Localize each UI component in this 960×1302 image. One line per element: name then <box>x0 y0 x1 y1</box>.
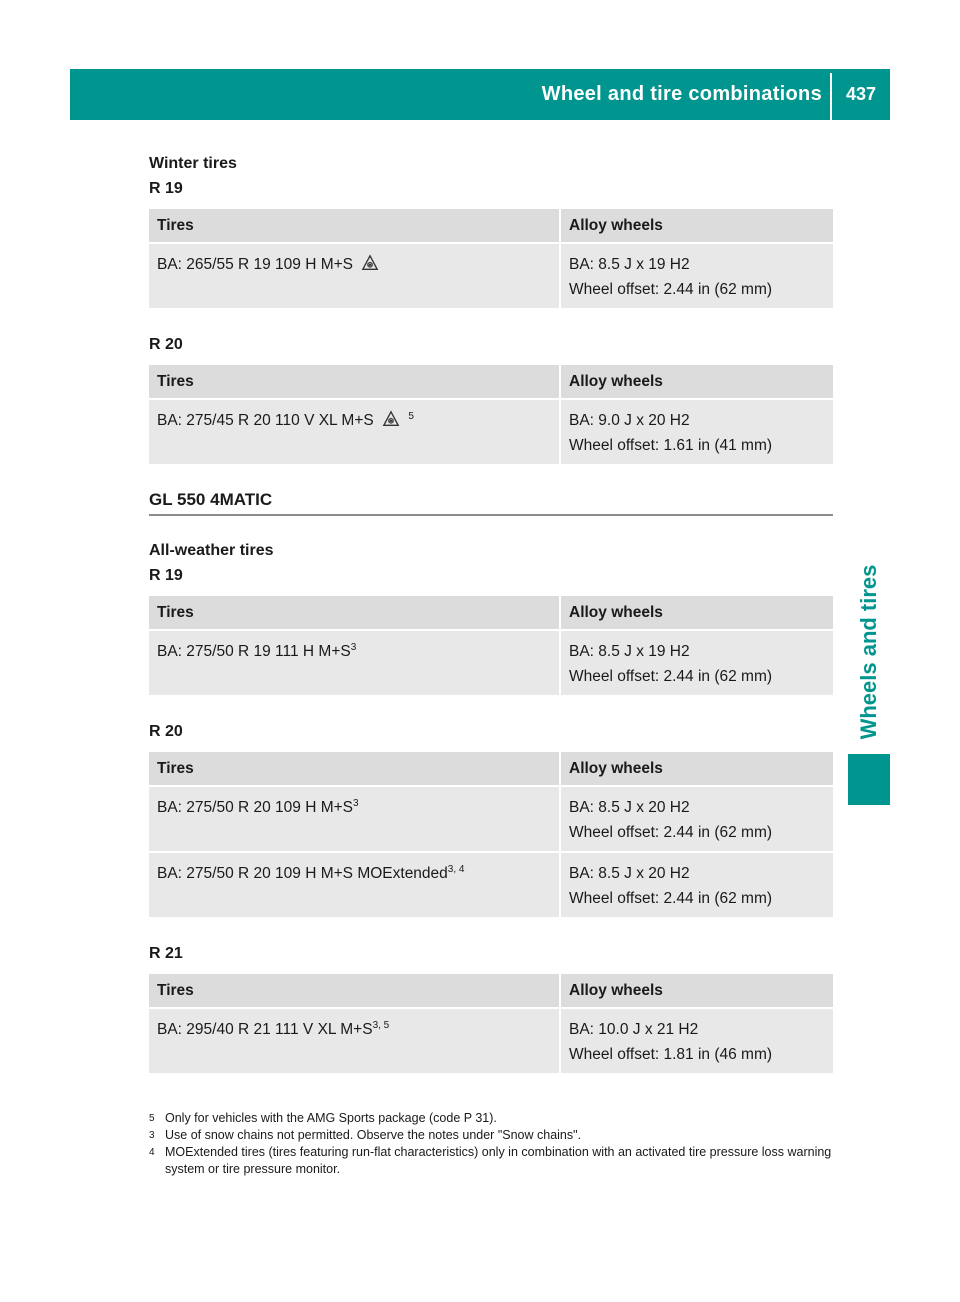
wheel-cell <box>560 1008 833 1074</box>
footnote-ref: 3, 4 <box>447 864 465 875</box>
tire-spec: BA: 275/45 R 20 110 V XL M+S <box>157 412 374 429</box>
table-row <box>149 786 833 852</box>
rim-size-label: R 19 <box>149 567 183 584</box>
side-tab <box>848 551 890 751</box>
column-header-wheels: Alloy wheels <box>560 974 833 1008</box>
wheel-spec: BA: 9.0 J x 20 H2 <box>569 412 690 429</box>
column-header-tires: Tires <box>149 752 560 786</box>
snowflake-mountain-icon <box>361 254 379 272</box>
footnote-number: 5 <box>149 1113 155 1124</box>
wheel-offset: Wheel offset: 2.44 in (62 mm) <box>569 281 773 298</box>
wheel-cell <box>560 243 833 309</box>
tire-spec: BA: 295/40 R 21 111 V XL M+S <box>157 1021 373 1038</box>
wheel-spec: BA: 10.0 J x 21 H2 <box>569 1021 699 1038</box>
footnote-ref: 5 <box>408 411 414 422</box>
tire-table <box>149 209 833 310</box>
wheel-offset: Wheel offset: 2.44 in (62 mm) <box>569 890 773 907</box>
wheel-spec: BA: 8.5 J x 20 H2 <box>569 865 690 882</box>
footnote <box>149 1110 839 1127</box>
wheel-cell <box>560 630 833 696</box>
model-section-title: GL 550 4MATIC <box>149 488 833 516</box>
page-header <box>70 69 890 120</box>
wheel-cell <box>560 399 833 465</box>
tire-table <box>149 974 833 1075</box>
footnote-text: Only for vehicles with the AMG Sports package (code P 31). <box>165 1111 497 1125</box>
rim-size-label: R 20 <box>149 336 183 353</box>
tire-spec: BA: 275/50 R 20 109 H M+S MOExtended <box>157 865 448 882</box>
page-content <box>149 151 833 1097</box>
table-header-row <box>149 365 833 399</box>
footnote-number: 3 <box>149 1130 155 1141</box>
wheel-cell <box>560 786 833 852</box>
wheel-offset: Wheel offset: 2.44 in (62 mm) <box>569 824 773 841</box>
table-row <box>149 852 833 918</box>
footnotes <box>149 1110 839 1178</box>
tire-cell <box>149 786 560 852</box>
footnote <box>149 1127 839 1144</box>
tire-cell <box>149 243 560 309</box>
tire-table <box>149 752 833 919</box>
header-title: Wheel and tire combinations <box>541 83 822 105</box>
wheel-cell <box>560 852 833 918</box>
rim-size-label: R 20 <box>149 723 183 740</box>
table-row <box>149 399 833 465</box>
column-header-wheels: Alloy wheels <box>560 209 833 243</box>
tire-spec: BA: 265/55 R 19 109 H M+S <box>157 256 354 273</box>
tire-cell <box>149 852 560 918</box>
tire-spec: BA: 275/50 R 20 109 H M+S <box>157 799 354 816</box>
wheel-offset: Wheel offset: 1.81 in (46 mm) <box>569 1046 773 1063</box>
tire-cell <box>149 630 560 696</box>
side-tab-marker <box>848 754 890 805</box>
footnote-text: MOExtended tires (tires featuring run-flat characteristics) only in combination with an activated tire pressure loss warning system or tire pressure monitor. <box>165 1145 832 1176</box>
tire-cell <box>149 1008 560 1074</box>
column-header-tires: Tires <box>149 365 560 399</box>
footnote-ref: 3 <box>350 642 357 653</box>
footnote-text: Use of snow chains not permitted. Observe the notes under "Snow chains". <box>165 1128 582 1142</box>
side-tab-label: Wheels and tires <box>856 564 881 740</box>
column-header-tires: Tires <box>149 209 560 243</box>
tire-cell <box>149 399 560 465</box>
wheel-spec: BA: 8.5 J x 19 H2 <box>569 643 690 660</box>
table-header-row <box>149 974 833 1008</box>
rim-size-label: R 21 <box>149 945 183 962</box>
wheel-offset: Wheel offset: 2.44 in (62 mm) <box>569 668 773 685</box>
table-row <box>149 630 833 696</box>
winter-tires-heading: Winter tires <box>149 155 237 172</box>
table-header-row <box>149 752 833 786</box>
table-row <box>149 243 833 309</box>
tire-table <box>149 596 833 697</box>
rim-size-label: R 19 <box>149 180 183 197</box>
tire-table <box>149 365 833 466</box>
table-header-row <box>149 209 833 243</box>
table-row <box>149 1008 833 1074</box>
column-header-wheels: Alloy wheels <box>560 596 833 630</box>
page-number: 437 <box>845 84 877 104</box>
footnote-ref: 3 <box>353 798 359 809</box>
snowflake-mountain-icon <box>382 410 400 428</box>
footnote-number: 4 <box>149 1147 155 1158</box>
column-header-wheels: Alloy wheels <box>560 752 833 786</box>
table-header-row <box>149 596 833 630</box>
column-header-tires: Tires <box>149 974 560 1008</box>
all-weather-tires-heading: All-weather tires <box>149 542 274 559</box>
column-header-wheels: Alloy wheels <box>560 365 833 399</box>
footnote-ref: 3, 5 <box>372 1020 390 1031</box>
wheel-spec: BA: 8.5 J x 20 H2 <box>569 799 690 816</box>
tire-spec: BA: 275/50 R 19 111 H M+S <box>157 643 351 660</box>
wheel-offset: Wheel offset: 1.61 in (41 mm) <box>569 437 773 454</box>
column-header-tires: Tires <box>149 596 560 630</box>
wheel-spec: BA: 8.5 J x 19 H2 <box>569 256 690 273</box>
footnote <box>149 1144 839 1178</box>
